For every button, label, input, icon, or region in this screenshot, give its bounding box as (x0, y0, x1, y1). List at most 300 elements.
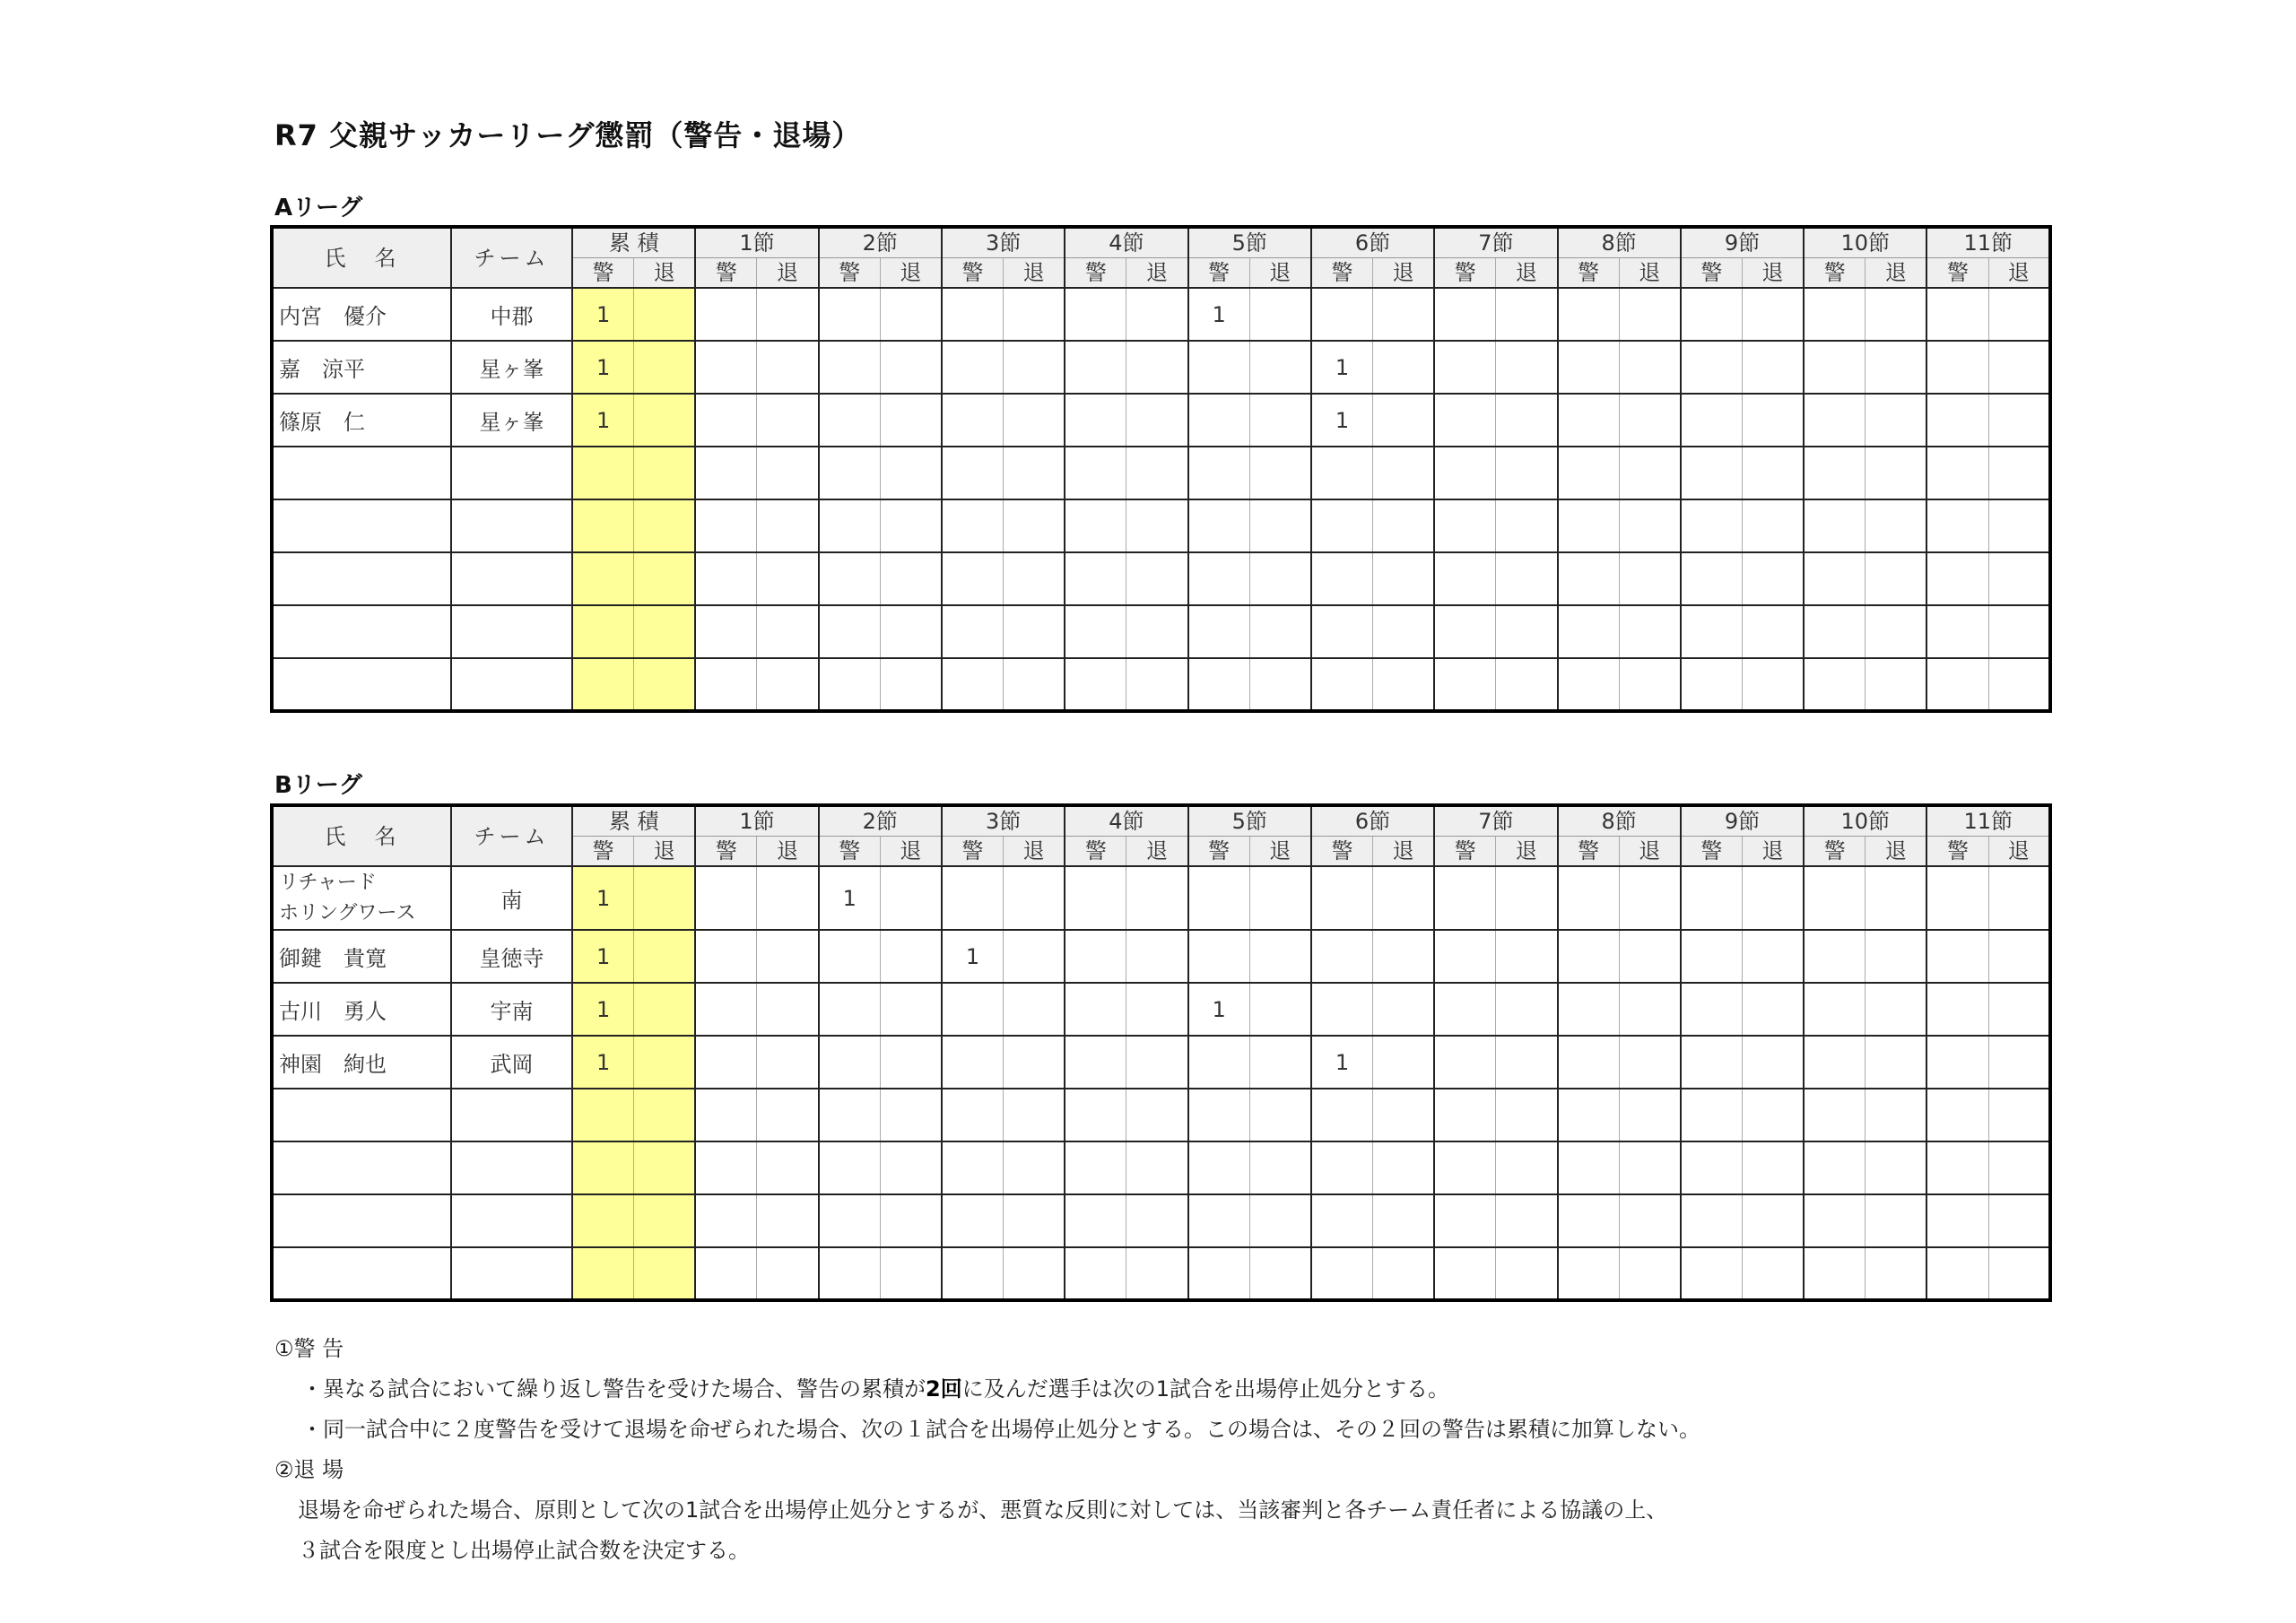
match-ejection-cell (757, 1089, 819, 1141)
warning-subheader: 警 (1804, 837, 1866, 867)
match-warning-cell (1065, 394, 1126, 447)
match-ejection-cell (1619, 866, 1681, 930)
match-ejection-cell (1373, 552, 1435, 605)
match-ejection-cell (1249, 552, 1311, 605)
match-warning-cell (1558, 499, 1620, 552)
accumulated-ejection-cell (634, 866, 696, 930)
match-ejection-cell (1249, 1194, 1311, 1247)
match-ejection-cell (1249, 605, 1311, 658)
player-row (272, 341, 2050, 394)
match-ejection-cell (1866, 983, 1927, 1036)
match-ejection-cell (1988, 1089, 2050, 1141)
ejection-subheader: 退 (1126, 258, 1188, 289)
accumulated-ejection-cell (634, 394, 696, 447)
match-warning-cell (942, 1089, 1004, 1141)
ejection-subheader: 退 (1249, 837, 1311, 867)
accumulated-header: 累 積 (572, 805, 695, 837)
match-warning-cell (1434, 983, 1496, 1036)
match-header: 1節 (695, 805, 818, 837)
match-warning-cell (1926, 658, 1988, 711)
match-ejection-cell (1004, 1089, 1065, 1141)
match-ejection-cell (1004, 341, 1065, 394)
warning-subheader: 警 (942, 258, 1004, 289)
ejection-subheader: 退 (1742, 837, 1804, 867)
match-warning-cell (1065, 288, 1126, 341)
match-ejection-cell (1742, 1141, 1804, 1194)
match-ejection-cell (1373, 866, 1435, 930)
match-warning-cell (1188, 447, 1250, 499)
match-ejection-cell (1619, 1194, 1681, 1247)
match-ejection-cell (1373, 1194, 1435, 1247)
match-warning-cell (695, 288, 757, 341)
match-warning-cell (695, 1036, 757, 1089)
match-ejection-cell (1866, 499, 1927, 552)
match-warning-cell (1926, 1089, 1988, 1141)
match-ejection-cell (1496, 1247, 1558, 1300)
match-ejection-cell (1496, 1141, 1558, 1194)
match-warning-cell (1188, 552, 1250, 605)
match-ejection-cell (1619, 552, 1681, 605)
match-ejection-cell (1742, 658, 1804, 711)
match-header: 9節 (1681, 227, 1804, 258)
warning-subheader: 警 (1926, 837, 1988, 867)
match-warning-cell (1188, 930, 1250, 983)
match-ejection-cell (1496, 1089, 1558, 1141)
match-warning-cell (942, 1247, 1004, 1300)
match-warning-cell (1681, 983, 1743, 1036)
warning-subheader: 警 (1188, 837, 1250, 867)
match-warning-cell (1681, 499, 1743, 552)
match-warning-cell (1065, 983, 1126, 1036)
match-warning-cell (1804, 394, 1866, 447)
match-warning-cell (1804, 288, 1866, 341)
ejection-subheader: 退 (1004, 837, 1065, 867)
accumulated-ejection-cell (634, 605, 696, 658)
match-warning-cell (942, 866, 1004, 930)
match-warning-cell (1558, 983, 1620, 1036)
match-ejection-cell (1988, 930, 2050, 983)
warning-subheader: 警 (1804, 258, 1866, 289)
match-warning-cell (1311, 866, 1373, 930)
match-ejection-cell (1249, 866, 1311, 930)
match-warning-cell (1188, 866, 1250, 930)
match-warning-cell (1188, 1036, 1250, 1089)
match-warning-cell (942, 1194, 1004, 1247)
match-ejection-cell (1126, 1141, 1188, 1194)
player-team (451, 1141, 572, 1194)
match-ejection-cell (1126, 552, 1188, 605)
match-warning-cell (1804, 499, 1866, 552)
match-ejection-cell (757, 866, 819, 930)
match-ejection-cell (1988, 1194, 2050, 1247)
match-warning-cell (1681, 866, 1743, 930)
warning-heading: ①警 告 (274, 1336, 344, 1361)
match-ejection-cell (1373, 1141, 1435, 1194)
accumulated-warning-cell (572, 1247, 634, 1300)
match-warning-cell (942, 552, 1004, 605)
match-ejection-cell (1619, 930, 1681, 983)
match-header: 4節 (1065, 227, 1187, 258)
match-ejection-cell (1249, 394, 1311, 447)
accumulated-ejection-cell (634, 658, 696, 711)
warning-subheader: 警 (695, 837, 757, 867)
accumulated-warning-cell: 1 (572, 288, 634, 341)
match-warning-cell (1558, 447, 1620, 499)
match-ejection-cell (1373, 447, 1435, 499)
player-name: 御鍵 貴寛 (272, 930, 451, 983)
match-ejection-cell (1373, 1247, 1435, 1300)
match-ejection-cell (1496, 866, 1558, 930)
match-ejection-cell (880, 1247, 942, 1300)
match-ejection-cell (1004, 605, 1065, 658)
match-ejection-cell (1004, 288, 1065, 341)
match-ejection-cell (880, 394, 942, 447)
match-ejection-cell (1496, 447, 1558, 499)
match-header: 7節 (1434, 227, 1557, 258)
match-ejection-cell (1126, 658, 1188, 711)
accumulated-ejection-cell (634, 1089, 696, 1141)
match-header: 1節 (695, 227, 818, 258)
match-warning-cell (1926, 1036, 1988, 1089)
match-warning-cell (1065, 341, 1126, 394)
match-warning-cell (1065, 1247, 1126, 1300)
match-warning-cell (695, 930, 757, 983)
match-warning-cell (695, 983, 757, 1036)
warning-subheader: 警 (1434, 837, 1496, 867)
match-ejection-cell (1742, 1089, 1804, 1141)
match-ejection-cell (880, 288, 942, 341)
match-warning-cell (1558, 658, 1620, 711)
player-name (272, 1089, 451, 1141)
match-ejection-cell (1373, 983, 1435, 1036)
match-warning-cell (1434, 447, 1496, 499)
empty-row (272, 552, 2050, 605)
match-warning-cell (1188, 499, 1250, 552)
match-ejection-cell (1373, 394, 1435, 447)
match-ejection-cell (1619, 1089, 1681, 1141)
match-ejection-cell (1619, 447, 1681, 499)
accumulated-ejection-cell (634, 341, 696, 394)
team-header: チーム (451, 805, 572, 866)
match-warning-cell: 1 (1188, 983, 1250, 1036)
accumulated-warning-cell: 1 (572, 1036, 634, 1089)
match-warning-cell: 1 (1311, 394, 1373, 447)
match-ejection-cell (1742, 552, 1804, 605)
ejection-subheader: 退 (1373, 258, 1435, 289)
match-ejection-cell (1742, 1194, 1804, 1247)
match-header: 10節 (1804, 805, 1926, 837)
match-warning-cell (942, 288, 1004, 341)
match-warning-cell (942, 499, 1004, 552)
match-warning-cell (1804, 447, 1866, 499)
match-ejection-cell (1004, 1141, 1065, 1194)
match-warning-cell (1926, 1247, 1988, 1300)
match-warning-cell (942, 394, 1004, 447)
match-ejection-cell (1249, 930, 1311, 983)
match-ejection-cell (1742, 499, 1804, 552)
match-warning-cell (695, 1089, 757, 1141)
match-warning-cell (1681, 1247, 1743, 1300)
match-ejection-cell (757, 658, 819, 711)
match-ejection-cell (1742, 341, 1804, 394)
ejection-subheader: 退 (1373, 837, 1435, 867)
ejection-heading: ②退 場 (274, 1457, 344, 1482)
match-ejection-cell (1126, 1036, 1188, 1089)
match-ejection-cell (1742, 1036, 1804, 1089)
player-row (272, 1036, 2050, 1089)
match-ejection-cell (1496, 605, 1558, 658)
match-header: 11節 (1926, 227, 2050, 258)
player-name: リチャード ホリングワース (272, 866, 451, 930)
ejection-rule-2: ３試合を限度とし出場停止試合数を決定する。 (298, 1538, 750, 1563)
player-team (451, 1247, 572, 1300)
match-warning-cell (1188, 1089, 1250, 1141)
match-ejection-cell (1866, 930, 1927, 983)
accumulated-warning-cell: 1 (572, 866, 634, 930)
match-ejection-cell (1004, 552, 1065, 605)
match-ejection-cell (1619, 394, 1681, 447)
match-warning-cell (819, 1247, 881, 1300)
match-warning-cell (1558, 1194, 1620, 1247)
player-team (451, 605, 572, 658)
warning-subheader: 警 (1065, 258, 1126, 289)
match-warning-cell (1681, 1089, 1743, 1141)
match-ejection-cell (1373, 658, 1435, 711)
accumulated-ejection-cell (634, 552, 696, 605)
match-ejection-cell (1988, 341, 2050, 394)
match-warning-cell (1804, 605, 1866, 658)
match-warning-cell (1065, 1194, 1126, 1247)
match-ejection-cell (880, 1089, 942, 1141)
match-warning-cell (1804, 866, 1866, 930)
match-ejection-cell (1496, 1036, 1558, 1089)
match-warning-cell (1926, 288, 1988, 341)
match-warning-cell (942, 658, 1004, 711)
match-ejection-cell (1988, 447, 2050, 499)
player-team (451, 447, 572, 499)
match-warning-cell (819, 1141, 881, 1194)
match-ejection-cell (1496, 1194, 1558, 1247)
match-ejection-cell (1126, 341, 1188, 394)
match-ejection-cell (1619, 288, 1681, 341)
match-warning-cell (1434, 1141, 1496, 1194)
match-warning-cell (1434, 499, 1496, 552)
rules-notes (274, 1329, 1700, 1571)
match-warning-cell (942, 605, 1004, 658)
match-ejection-cell (1004, 1247, 1065, 1300)
accumulated-ejection-cell (634, 1036, 696, 1089)
match-ejection-cell (1496, 288, 1558, 341)
team-header: チーム (451, 227, 572, 288)
match-warning-cell (819, 499, 881, 552)
accumulated-ejection-cell (634, 983, 696, 1036)
accumulated-warning-cell (572, 552, 634, 605)
match-ejection-cell (1004, 658, 1065, 711)
match-warning-cell (1065, 930, 1126, 983)
match-ejection-cell (757, 605, 819, 658)
match-ejection-cell (1988, 1247, 2050, 1300)
match-ejection-cell (880, 499, 942, 552)
match-ejection-cell (757, 1247, 819, 1300)
match-ejection-cell (1126, 605, 1188, 658)
match-ejection-cell (1988, 983, 2050, 1036)
match-warning-cell (1804, 1036, 1866, 1089)
match-ejection-cell (1619, 1141, 1681, 1194)
accumulated-warning-cell (572, 1141, 634, 1194)
match-ejection-cell (1126, 1247, 1188, 1300)
match-ejection-cell (1249, 288, 1311, 341)
match-ejection-cell (1249, 1089, 1311, 1141)
warning-subheader: 警 (1558, 258, 1620, 289)
match-ejection-cell (880, 930, 942, 983)
match-ejection-cell (1004, 394, 1065, 447)
match-warning-cell (942, 341, 1004, 394)
match-ejection-cell (1249, 341, 1311, 394)
match-ejection-cell (1004, 983, 1065, 1036)
player-row (272, 394, 2050, 447)
match-warning-cell (819, 1194, 881, 1247)
match-warning-cell: 1 (1311, 1036, 1373, 1089)
match-ejection-cell (1866, 1194, 1927, 1247)
player-name: 篠原 仁 (272, 394, 451, 447)
player-name (272, 447, 451, 499)
match-warning-cell (1926, 394, 1988, 447)
match-warning-cell (1311, 288, 1373, 341)
match-warning-cell (1681, 658, 1743, 711)
match-ejection-cell (1126, 447, 1188, 499)
match-ejection-cell (1126, 1089, 1188, 1141)
match-ejection-cell (880, 1194, 942, 1247)
match-warning-cell (1681, 1194, 1743, 1247)
match-ejection-cell (1742, 288, 1804, 341)
match-warning-cell (695, 447, 757, 499)
match-header: 3節 (942, 805, 1065, 837)
player-name (272, 1141, 451, 1194)
player-name (272, 1247, 451, 1300)
match-warning-cell (1558, 394, 1620, 447)
player-name: 古川 勇人 (272, 983, 451, 1036)
match-warning-cell (1434, 394, 1496, 447)
match-header: 11節 (1926, 805, 2050, 837)
player-name (272, 1194, 451, 1247)
ejection-subheader: 退 (634, 837, 696, 867)
player-team: 南 (451, 866, 572, 930)
match-ejection-cell (1619, 341, 1681, 394)
match-ejection-cell (1742, 447, 1804, 499)
match-warning-cell (942, 1036, 1004, 1089)
match-warning-cell (1434, 1089, 1496, 1141)
ejection-subheader: 退 (1988, 258, 2050, 289)
accumulated-warning-cell (572, 499, 634, 552)
match-ejection-cell (1373, 288, 1435, 341)
empty-row (272, 447, 2050, 499)
match-warning-cell (942, 983, 1004, 1036)
empty-row (272, 1141, 2050, 1194)
ejection-subheader: 退 (757, 837, 819, 867)
match-ejection-cell (1866, 1141, 1927, 1194)
match-header: 8節 (1558, 805, 1681, 837)
accumulated-warning-cell: 1 (572, 930, 634, 983)
ejection-subheader: 退 (1619, 258, 1681, 289)
warning-subheader: 警 (572, 837, 634, 867)
match-warning-cell (942, 447, 1004, 499)
match-ejection-cell (880, 1036, 942, 1089)
player-row (272, 930, 2050, 983)
match-header: 9節 (1681, 805, 1804, 837)
match-ejection-cell (757, 1194, 819, 1247)
match-warning-cell (1926, 866, 1988, 930)
match-warning-cell (695, 658, 757, 711)
match-ejection-cell (1866, 1247, 1927, 1300)
match-warning-cell (1434, 605, 1496, 658)
match-ejection-cell (757, 288, 819, 341)
player-name: 嘉 涼平 (272, 341, 451, 394)
empty-row (272, 499, 2050, 552)
match-ejection-cell (1249, 1247, 1311, 1300)
match-warning-cell (1434, 1036, 1496, 1089)
match-warning-cell (1558, 930, 1620, 983)
player-team (451, 658, 572, 711)
match-warning-cell (1434, 866, 1496, 930)
match-warning-cell: 1 (819, 866, 881, 930)
accumulated-warning-cell (572, 1089, 634, 1141)
match-warning-cell: 1 (1311, 341, 1373, 394)
match-warning-cell (1311, 1194, 1373, 1247)
match-ejection-cell (757, 447, 819, 499)
accumulated-warning-cell: 1 (572, 983, 634, 1036)
match-ejection-cell (1373, 341, 1435, 394)
match-warning-cell (1926, 605, 1988, 658)
match-warning-cell (1065, 1036, 1126, 1089)
match-warning-cell (695, 394, 757, 447)
empty-row (272, 658, 2050, 711)
accumulated-warning-cell (572, 605, 634, 658)
match-ejection-cell (880, 1141, 942, 1194)
match-warning-cell (1558, 1247, 1620, 1300)
match-ejection-cell (1742, 605, 1804, 658)
match-warning-cell (1804, 983, 1866, 1036)
match-ejection-cell (1496, 658, 1558, 711)
match-warning-cell (1434, 552, 1496, 605)
warning-subheader: 警 (572, 258, 634, 289)
player-row (272, 983, 2050, 1036)
match-header: 6節 (1311, 805, 1434, 837)
warning-subheader: 警 (942, 837, 1004, 867)
match-warning-cell (1311, 1247, 1373, 1300)
match-ejection-cell (1249, 499, 1311, 552)
match-ejection-cell (1988, 288, 2050, 341)
match-ejection-cell (1373, 930, 1435, 983)
warning-subheader: 警 (1926, 258, 1988, 289)
player-team: 中郡 (451, 288, 572, 341)
match-warning-cell (695, 866, 757, 930)
match-warning-cell (1926, 341, 1988, 394)
match-warning-cell (819, 341, 881, 394)
accumulated-ejection-cell (634, 447, 696, 499)
match-ejection-cell (1866, 447, 1927, 499)
ejection-subheader: 退 (1866, 258, 1927, 289)
ejection-subheader: 退 (1988, 837, 2050, 867)
warning-subheader: 警 (1681, 837, 1743, 867)
match-warning-cell (1065, 447, 1126, 499)
match-ejection-cell (1866, 394, 1927, 447)
match-ejection-cell (1866, 605, 1927, 658)
ejection-subheader: 退 (1126, 837, 1188, 867)
ejection-subheader: 退 (1004, 258, 1065, 289)
match-warning-cell (819, 288, 881, 341)
match-warning-cell (1558, 1089, 1620, 1141)
match-header: 3節 (942, 227, 1065, 258)
